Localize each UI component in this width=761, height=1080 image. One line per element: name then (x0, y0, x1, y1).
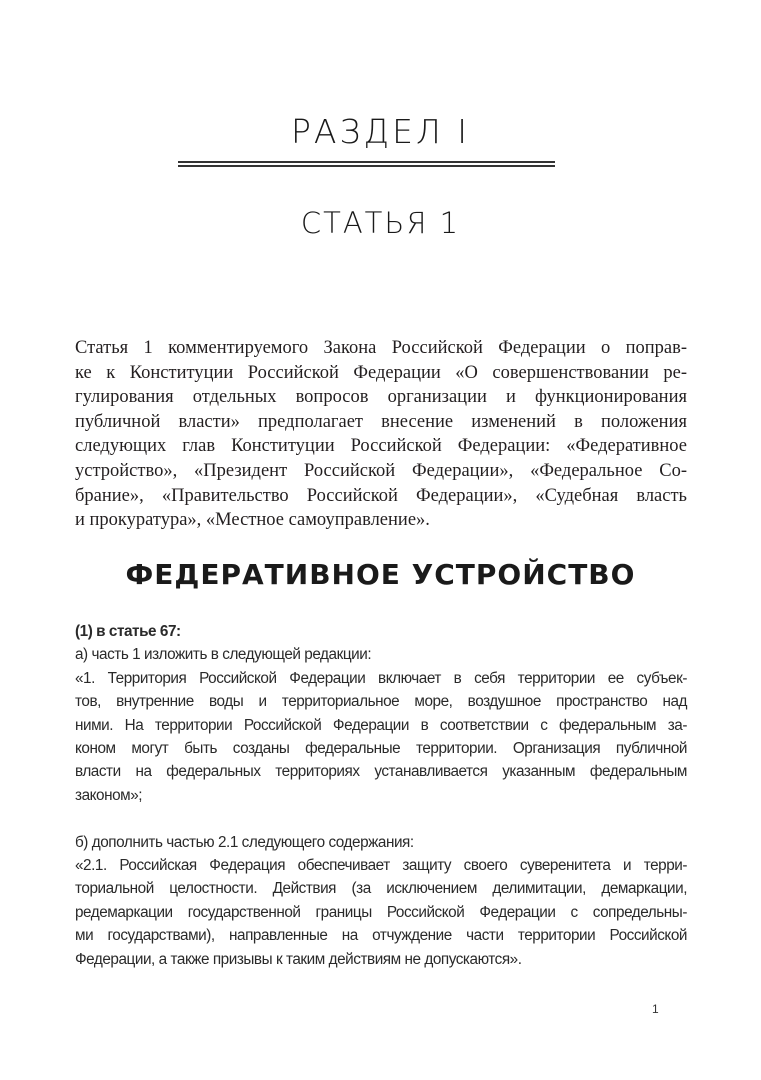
text-line: ними. На территории Российской Федерации в соответствии с федеральным за- (75, 716, 687, 734)
article-title: СТАТЬЯ 1 (300, 206, 461, 240)
text-line: коном могут быть созданы федеральные территории. Организация публичной (75, 740, 687, 758)
text-line: публичной власти» предполагает внесение изменений в положения (75, 411, 687, 432)
text-line: и прокуратура», «Местное самоуправление». (75, 510, 430, 531)
text-line: ториальной целостности. Действия (за исключением делимитации, демаркации, (75, 880, 687, 898)
text-line: редемаркации государственной границы Российской Федерации с сопредельны- (75, 903, 687, 921)
intro-paragraph (75, 336, 687, 533)
text-line: «1. Территория Российской Федерации включает в себя территории ее субъек- (75, 669, 687, 687)
amendment-block (75, 620, 687, 971)
double-rule-bottom (178, 165, 555, 167)
part-b-label: б) дополнить частью 2.1 следующего содержания: (75, 833, 414, 851)
text-line: законом»; (75, 786, 143, 804)
text-line: власти на федеральных территориях устанавливается указанным федеральным (75, 763, 687, 781)
text-line: брание», «Правительство Российской Федерации», «Судебная власть (75, 485, 687, 506)
text-line: «2.1. Российская Федерация обеспечивает защиту своего суверенитета и терри- (75, 857, 687, 875)
part-a-text (75, 667, 687, 807)
double-rule-top (178, 161, 555, 163)
text-line: ми государствами), направленные на отчуждение части территории Российской (75, 927, 687, 945)
part-b-text (75, 854, 687, 971)
text-line: Федерации, а также призывы к таким действиям не допускаются». (75, 950, 522, 968)
page-number: 1 (652, 1002, 659, 1016)
text-line: Статья 1 комментируемого Закона Российской Федерации о поправ- (75, 338, 687, 358)
paragraph-gap (75, 807, 687, 830)
part-a-label: а) часть 1 изложить в следующей редакции: (75, 646, 372, 664)
text-line: устройство», «Президент Российской Федерации», «Федеральное Со- (75, 460, 687, 481)
chapter-title: ФЕДЕРАТИВНОЕ УСТРОЙСТВО (125, 558, 636, 591)
text-line: ке к Конституции Российской Федерации «О совершенствовании ре- (75, 362, 687, 383)
section-title: РАЗДЕЛ I (291, 112, 470, 151)
text-line: следующих глав Конституции Российской Федерации: «Федеративное (75, 436, 687, 457)
amendment-heading: (1) в статье 67: (75, 623, 181, 640)
text-line: гулирования отдельных вопросов организации и функционирования (75, 387, 687, 408)
text-line: тов, внутренние воды и территориальное море, воздушное пространство над (75, 693, 687, 711)
